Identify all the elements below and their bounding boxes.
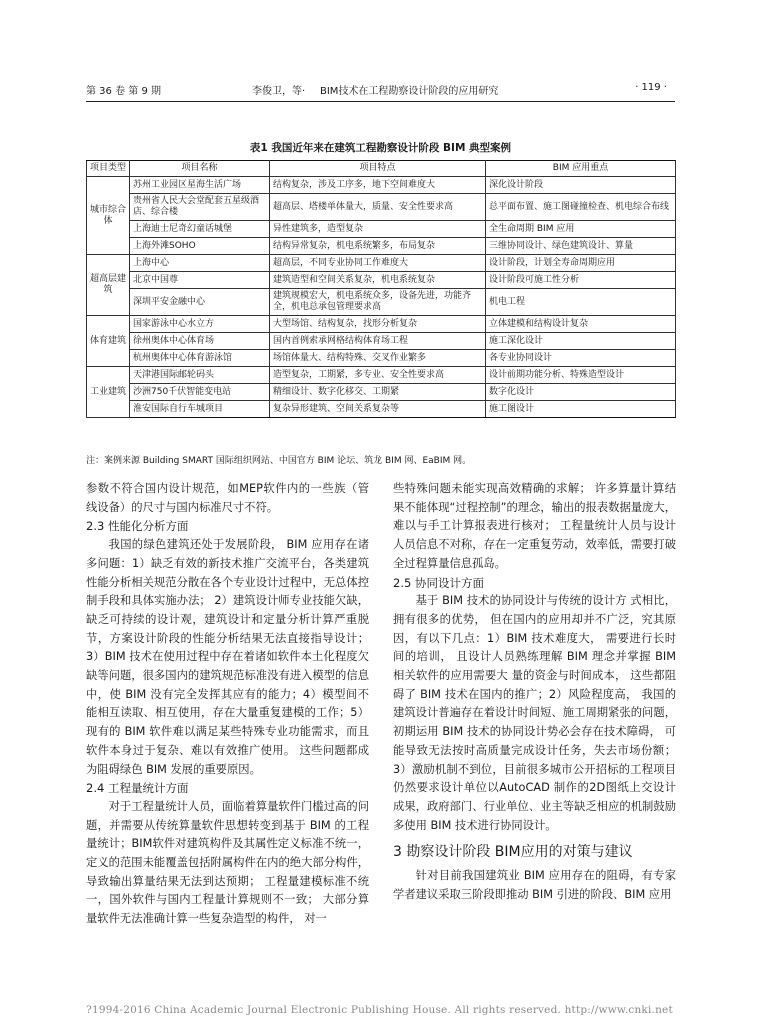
bim-focus-cell: 设计阶段可施工性分析 bbox=[486, 272, 676, 289]
bim-focus-cell: 机电工程 bbox=[486, 289, 676, 316]
project-features-cell: 结构异常复杂，机电系统繁多，布局复杂 bbox=[270, 238, 486, 255]
table-row bbox=[87, 333, 676, 350]
running-header bbox=[86, 82, 675, 98]
category-cell: 体育建筑 bbox=[87, 316, 130, 367]
bim-focus-cell: 施工深化设计 bbox=[486, 333, 676, 350]
bim-focus-cell: 深化设计阶段 bbox=[486, 177, 676, 194]
bim-cases-table bbox=[86, 160, 676, 418]
project-name-cell: 徐州奥体中心体育场 bbox=[130, 333, 270, 350]
project-features-cell: 异性建筑多，造型复杂 bbox=[270, 221, 486, 238]
table-row bbox=[87, 367, 676, 384]
table-row bbox=[87, 194, 676, 221]
left-column bbox=[86, 480, 369, 929]
project-name-cell: 上海外滩SOHO bbox=[130, 238, 270, 255]
table-row bbox=[87, 384, 676, 401]
right-column bbox=[393, 480, 676, 905]
category-cell: 工业建筑 bbox=[87, 367, 130, 418]
col-header-name: 项目名称 bbox=[130, 161, 270, 177]
bim-focus-cell: 各专业协同设计 bbox=[486, 350, 676, 367]
project-name-cell: 上海迪士尼奇幻童话城堡 bbox=[130, 221, 270, 238]
table-row bbox=[87, 401, 676, 418]
project-features-cell: 结构复杂，涉及工序多，地下空间难度大 bbox=[270, 177, 486, 194]
project-features-cell: 国内首例索承网格结构体育场工程 bbox=[270, 333, 486, 350]
table-row bbox=[87, 238, 676, 255]
project-features-cell: 超高层、塔楼单体量大，质量、安全性要求高 bbox=[270, 194, 486, 221]
section-heading-2-3: 2.3 性能化分析方面 bbox=[86, 519, 189, 534]
section-heading-3: 3 勘察设计阶段 BIM应用的对策与建议 bbox=[393, 844, 633, 861]
project-name-cell: 贵州省人民大会堂配套五星级酒店、综合楼 bbox=[130, 194, 270, 221]
col-header-type: 项目类型 bbox=[87, 161, 130, 177]
page-number: · 119 · bbox=[635, 82, 667, 93]
header-authors: 李俊卫，等· bbox=[252, 86, 306, 97]
project-features-cell: 场馆体量大、结构特殊、交叉作业繁多 bbox=[270, 350, 486, 367]
section-heading-2-5: 2.5 协同设计方面 bbox=[393, 575, 484, 590]
project-features-cell: 超高层，不同专业协同工作难度大 bbox=[270, 255, 486, 272]
project-name-cell: 天津港国际邮轮码头 bbox=[130, 367, 270, 384]
category-cell: 城市综合体 bbox=[87, 177, 130, 255]
section-heading-2-4: 2.4 工程量统计方面 bbox=[86, 781, 189, 796]
journal-volume-issue: 第 36 卷 第 9 期 bbox=[86, 86, 161, 97]
bim-focus-cell: 数字化设计 bbox=[486, 384, 676, 401]
col-header-focus: BIM 应用重点 bbox=[486, 161, 676, 177]
category-cell: 超高层建筑 bbox=[87, 255, 130, 316]
bim-focus-cell: 立体建模和结构设计复杂 bbox=[486, 316, 676, 333]
table-row bbox=[87, 177, 676, 194]
paragraph: 针对目前我国建筑业 BIM 应用存在的阻碍，有专家学者建议采取三阶段即推动 BIM 引进的阶段、BIM 应用 bbox=[393, 869, 676, 902]
bim-focus-cell: 全生命周期 BIM 应用 bbox=[486, 221, 676, 238]
col-header-features: 项目特点 bbox=[270, 161, 486, 177]
copyright-footer: ?1994-2016 China Academic Journal Electronic Publishing House. All rights reserved. http://www.cnki.net bbox=[86, 1004, 673, 1016]
table-note: 注：案例来源 Building SMART 国际组织网站、中国官方 BIM 论坛、筑龙 BIM 网、EaBIM 网。 bbox=[86, 456, 472, 466]
table-row bbox=[87, 289, 676, 316]
header-article-title: BIM技术在工程勘察设计阶段的应用研究 bbox=[320, 86, 499, 97]
project-features-cell: 造型复杂，工期紧，多专业、安全性要求高 bbox=[270, 367, 486, 384]
project-name-cell: 杭州奥体中心体育游泳馆 bbox=[130, 350, 270, 367]
project-name-cell: 深圳平安金融中心 bbox=[130, 289, 270, 316]
table-row bbox=[87, 221, 676, 238]
project-name-cell: 沙洲750千伏智能变电站 bbox=[130, 384, 270, 401]
project-name-cell: 上海中心 bbox=[130, 255, 270, 272]
project-features-cell: 建筑规模宏大，机电系统众多，设备先进，功能齐全，机电总承包管理要求高 bbox=[270, 289, 486, 316]
project-features-cell: 复杂异形建筑、空间关系复杂等 bbox=[270, 401, 486, 418]
project-name-cell: 北京中国尊 bbox=[130, 272, 270, 289]
paragraph: 我国的绿色建筑还处于发展阶段， BIM 应用存在诸多问题：1）缺乏有效的新技术推广交流平台，各类建筑性能分析相关规范分散在各个专业设计过程中，无总体控制手段和具体实施办法； 2）建筑设计师专业技能欠缺，缺乏可持续的设计观，建筑设计和定量分析计算严重脱节，方案设计阶段的性能分析结果无法直接指导设计；3）BIM 技术在使用过程中存在着诸如软件本土化程度欠缺等问题，很多国内的建筑规范标准没有进入模型的信息中，使 BIM 没有完全发挥其应有的能力；4）模型间不能相互读取、相互使用，存在大量重复建模的工作；5）现有的 BIM 软件难以满足某些特殊专业功能需求，而且软件本身过于复杂、难以有效推广使用。 这些问题都成为阻碍绿色 BIM 发展的重要原因。 bbox=[86, 538, 369, 776]
table-caption: 表1 我国近年来在建筑工程勘察设计阶段 BIM 典型案例 bbox=[249, 142, 512, 154]
paragraph: 参数不符合国内设计规范，如MEP软件内的一些族（管线设备）的尺寸与国内标准尺寸不符。 bbox=[86, 482, 369, 514]
table-header-row bbox=[87, 161, 676, 177]
project-features-cell: 大型场馆、结构复杂，找形分析复杂 bbox=[270, 316, 486, 333]
bim-focus-cell: 三维协同设计、绿色建筑设计、算量 bbox=[486, 238, 676, 255]
project-name-cell: 国家游泳中心水立方 bbox=[130, 316, 270, 333]
table-row bbox=[87, 272, 676, 289]
paragraph: 对于工程量统计人员，面临着算量软件门槛过高的问题，并需要从传统算量软件思想转变到基于 BIM 的工程量统计；BIM软件对建筑构件及其属性定义标准不统一，定义的范围未能覆盖包括附属构件在内的绝大部分构件，导致输出算量结果无法到达预期； 工程量建模标准不统一，国外软件与国内工程量计算规则不一致； 大部分算量软件无法准确计算一些复杂造型的构件， 对一 bbox=[86, 799, 369, 926]
table-row bbox=[87, 316, 676, 333]
header-rule bbox=[86, 101, 675, 102]
paragraph: 基于 BIM 技术的协同设计与传统的设计方 式相比，拥有很多的优势， 但在国内的应用却并不广泛，究其原因，有以下几点：1）BIM 技术难度大， 需要进行长时间的培训， 且设计人员熟练理解 BIM 理念并掌握 BIM 相关软件的应用需要大 量的资金与时间成本， 这些都阻碍了 BIM 技术在国内的推广；2）风险程度高， 我国的建筑设计普遍存在着设计时间短、施工周期紧张的问题， 初期运用 BIM 技术的协同设计势必会存在技术障碍， 可能导致无法按时高质量完成设计任务，失去市场份额；3）激励机制不到位，目前很多城市公开招标的工程项目仍然要求设计单位以AutoCAD 制作的2D图纸上交设计成果，政府部门、行业单位、业主等缺乏相应的机制鼓励多使用 BIM 技术进行协同设计。 bbox=[393, 594, 676, 832]
bim-focus-cell: 设计阶段，计划全寿命周期应用 bbox=[486, 255, 676, 272]
bim-focus-cell: 施工图设计 bbox=[486, 401, 676, 418]
project-features-cell: 精细设计、数字化移交、工期紧 bbox=[270, 384, 486, 401]
table-row bbox=[87, 255, 676, 272]
project-name-cell: 苏州工业园区星海生活广场 bbox=[130, 177, 270, 194]
paragraph: 些特殊问题未能实现高效精确的求解； 许多算量计算结果不能体现“过程控制”的理念，输出的报表数据量庞大，难以与手工计算报表进行核对； 工程量统计人员与设计人员信息不对称，存在一定重复劳动，效率低，需要打破全过程算量信息孤岛。 bbox=[393, 482, 676, 570]
bim-focus-cell: 设计前期功能分析、特殊造型设计 bbox=[486, 367, 676, 384]
project-features-cell: 建筑造型和空间关系复杂，机电系统复杂 bbox=[270, 272, 486, 289]
table-row bbox=[87, 350, 676, 367]
project-name-cell: 淮安国际自行车城项目 bbox=[130, 401, 270, 418]
bim-focus-cell: 总平面布置、施工图碰撞检查、机电综合布线 bbox=[486, 194, 676, 221]
